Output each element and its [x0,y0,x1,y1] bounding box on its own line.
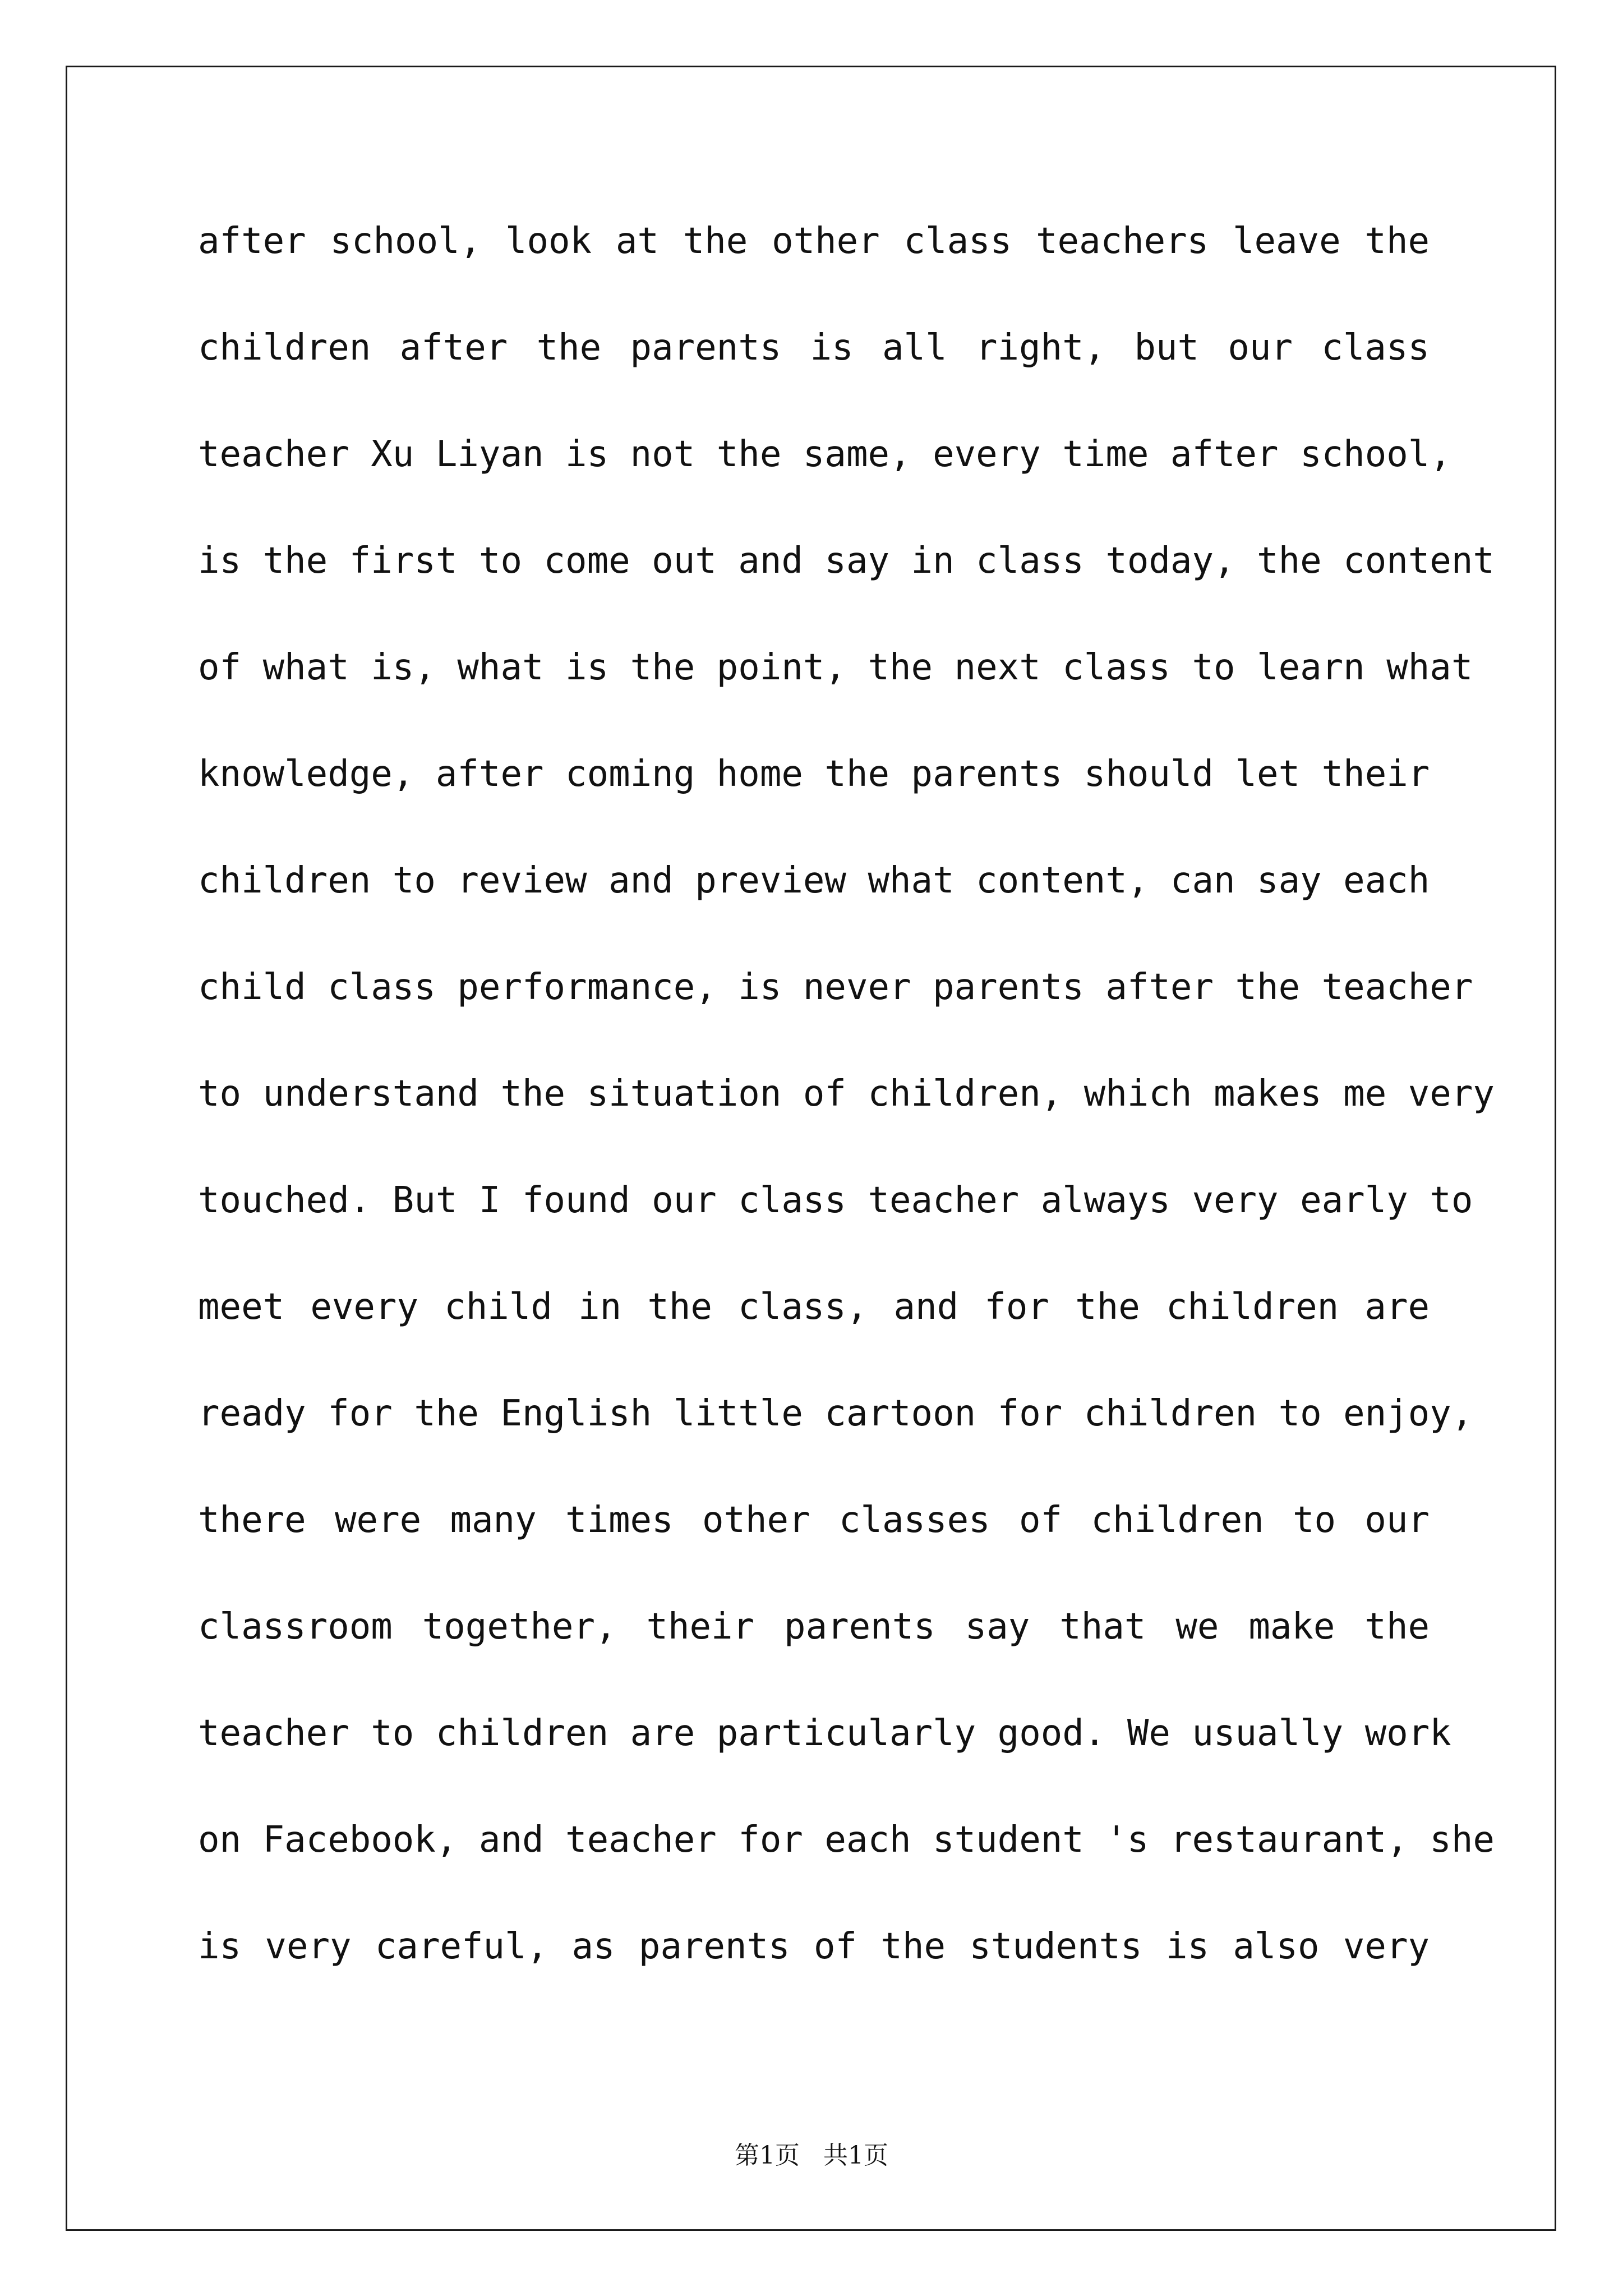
text-line: teacher Xu Liyan is not the same, every time after school, [198,434,1451,475]
page-number: 第1页 [735,2141,800,2170]
page-total: 共1页 [823,2141,888,2170]
footer-gap [800,2141,823,2170]
text-line: there were many times other classes of children to our [198,1499,1430,1541]
text-line: touched. But I found our class teacher always very early to [198,1180,1473,1221]
text-line: teacher to children are particularly good. We usually work [198,1713,1451,1754]
text-line: is the first to come out and say in class today, the content [198,540,1495,582]
text-line: knowledge, after coming home the parents should let their [198,753,1430,795]
text-line: children after the parents is all right, but our class [198,327,1430,369]
text-line: is very careful, as parents of the students is also very [198,1926,1430,1967]
text-line: after school, look at the other class teachers leave the [198,220,1430,262]
text-line: children to review and preview what content, can say each [198,860,1430,901]
text-line: of what is, what is the point, the next class to learn what [198,647,1473,688]
document-body [198,220,1495,2033]
text-line: child class performance, is never parents after the teacher [198,967,1473,1008]
text-line: meet every child in the class, and for the children are [198,1286,1430,1328]
page-footer [0,2135,1623,2171]
text-line: ready for the English little cartoon for children to enjoy, [198,1393,1473,1434]
text-line: on Facebook, and teacher for each student 's restaurant, she [198,1819,1495,1861]
text-line: classroom together, their parents say that we make the [198,1606,1430,1648]
text-line: to understand the situation of children, which makes me very [198,1073,1495,1115]
